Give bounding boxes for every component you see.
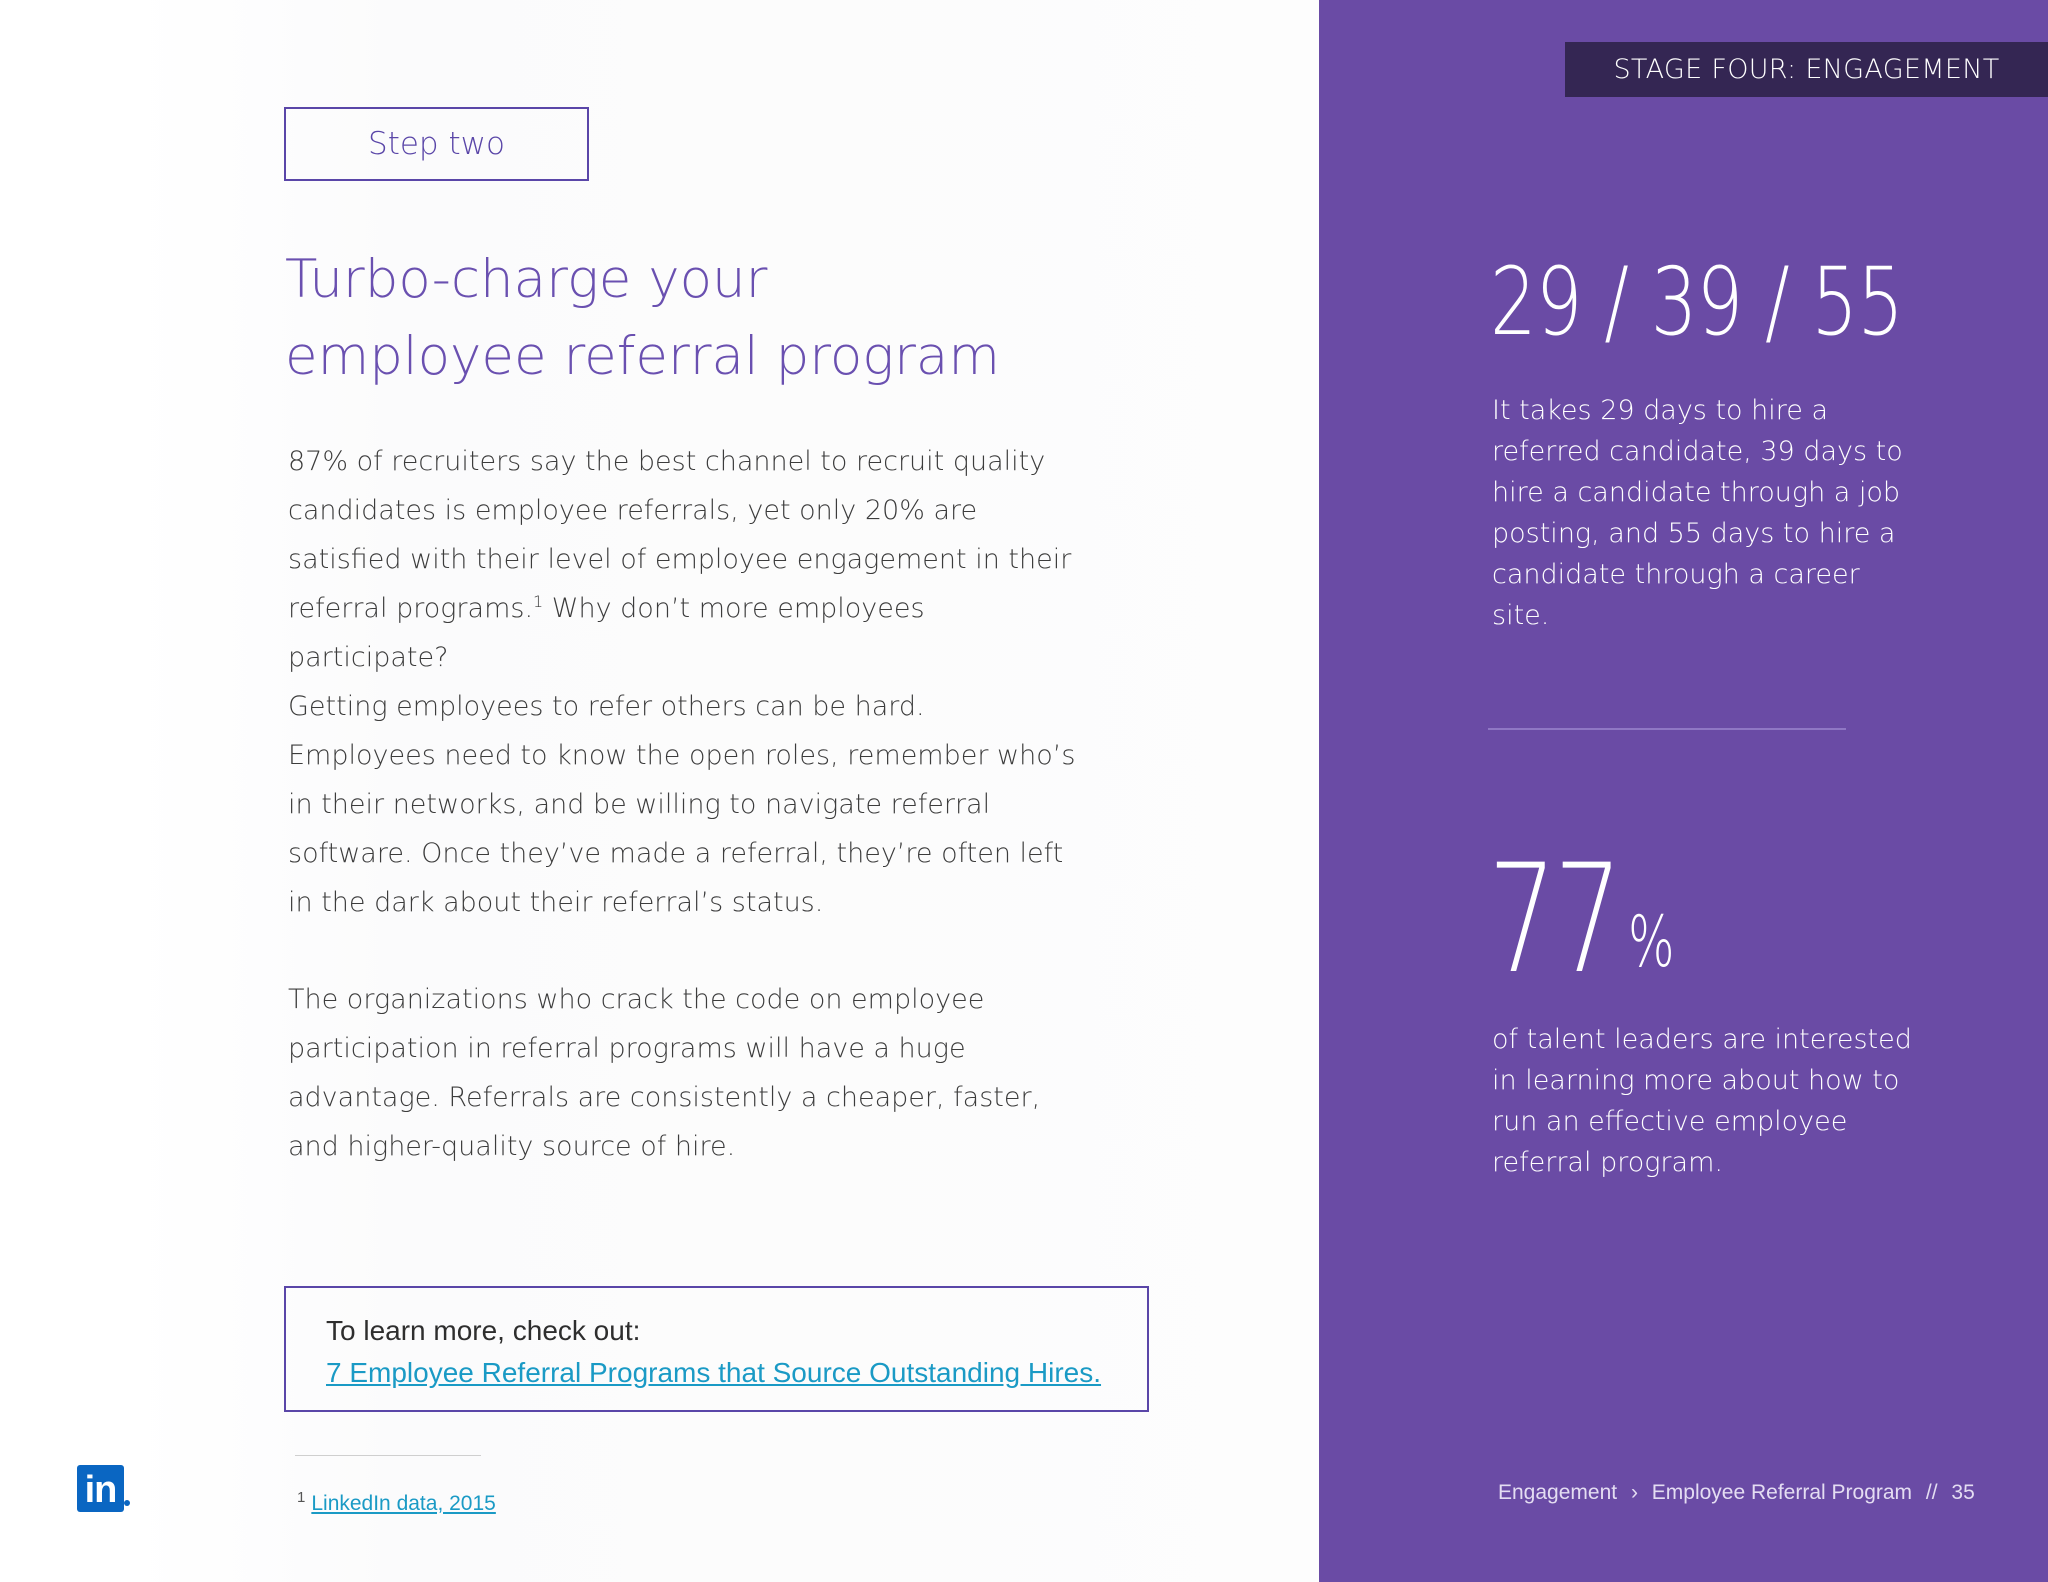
- footer-section[interactable]: Engagement: [1498, 1481, 1618, 1504]
- paragraph-1-text-end: Why don’t more employees participate?: [288, 593, 925, 673]
- footnote: [297, 1489, 496, 1519]
- stats-sidebar: [1319, 0, 2048, 1582]
- stat-days-description: It takes 29 days to hire a referred candidate, 39 days to hire a candidate through a job posting, and 55 days to hire a candidate through a career site.: [1492, 395, 1903, 631]
- footer-subsection[interactable]: Employee Referral Program: [1651, 1481, 1913, 1504]
- sidebar-divider: [1488, 728, 1846, 730]
- footnote-number: 1: [297, 1489, 306, 1506]
- learn-more-box: [284, 1286, 1149, 1412]
- title-line-1: Turbo-charge your: [285, 249, 768, 310]
- page-footer: [1498, 1478, 1983, 1508]
- chevron-right-icon: ›: [1630, 1481, 1638, 1504]
- learn-more-link[interactable]: 7 Employee Referral Programs that Source Outstanding Hires.: [326, 1357, 1102, 1388]
- stat-talent-leaders: [1488, 833, 1675, 1007]
- stat-percent-sign: %: [1628, 901, 1675, 983]
- linkedin-logo-icon: in: [77, 1465, 124, 1512]
- stat-days-to-hire: 29 / 39 / 55: [1490, 248, 1904, 357]
- paragraph-1-text: 87% of recruiters say the best channel to recruit quality candidates is employee referrals, yet only 20% are satisfied with their level of employee engagement in their referral programs.: [288, 446, 1072, 624]
- step-label: Step two: [284, 107, 589, 181]
- footnote-ref: 1: [533, 592, 544, 611]
- paragraph-3: The organizations who crack the code on employee participation in referral programs will have a huge advantage. Referrals are consistently a cheaper, faster, and higher-quality source of hire.: [288, 984, 1041, 1162]
- paragraph-1: [288, 437, 1078, 682]
- stage-banner: STAGE FOUR: ENGAGEMENT: [1565, 42, 2048, 97]
- stat-talent-description: of talent leaders are interested in learning more about how to run an effective employee referral program.: [1492, 1024, 1912, 1178]
- footer-divider: //: [1925, 1481, 1938, 1504]
- learn-more-label: To learn more, check out:: [326, 1315, 641, 1346]
- registered-mark-icon: [124, 1500, 130, 1506]
- page-title: [285, 241, 1045, 395]
- paragraph-2: Getting employees to refer others can be hard. Employees need to know the open roles, remember who’s in their networks, and be willing to navigate referral software. Once they’ve made a referral, they’re often left in the dark about their referral’s status.: [288, 691, 1076, 918]
- title-line-2: employee referral program: [285, 326, 1000, 387]
- footnote-divider: [295, 1455, 481, 1456]
- stat-percent-number: 77: [1488, 833, 1620, 1007]
- footnote-link[interactable]: LinkedIn data, 2015: [311, 1492, 496, 1515]
- page-number: 35: [1951, 1481, 1975, 1504]
